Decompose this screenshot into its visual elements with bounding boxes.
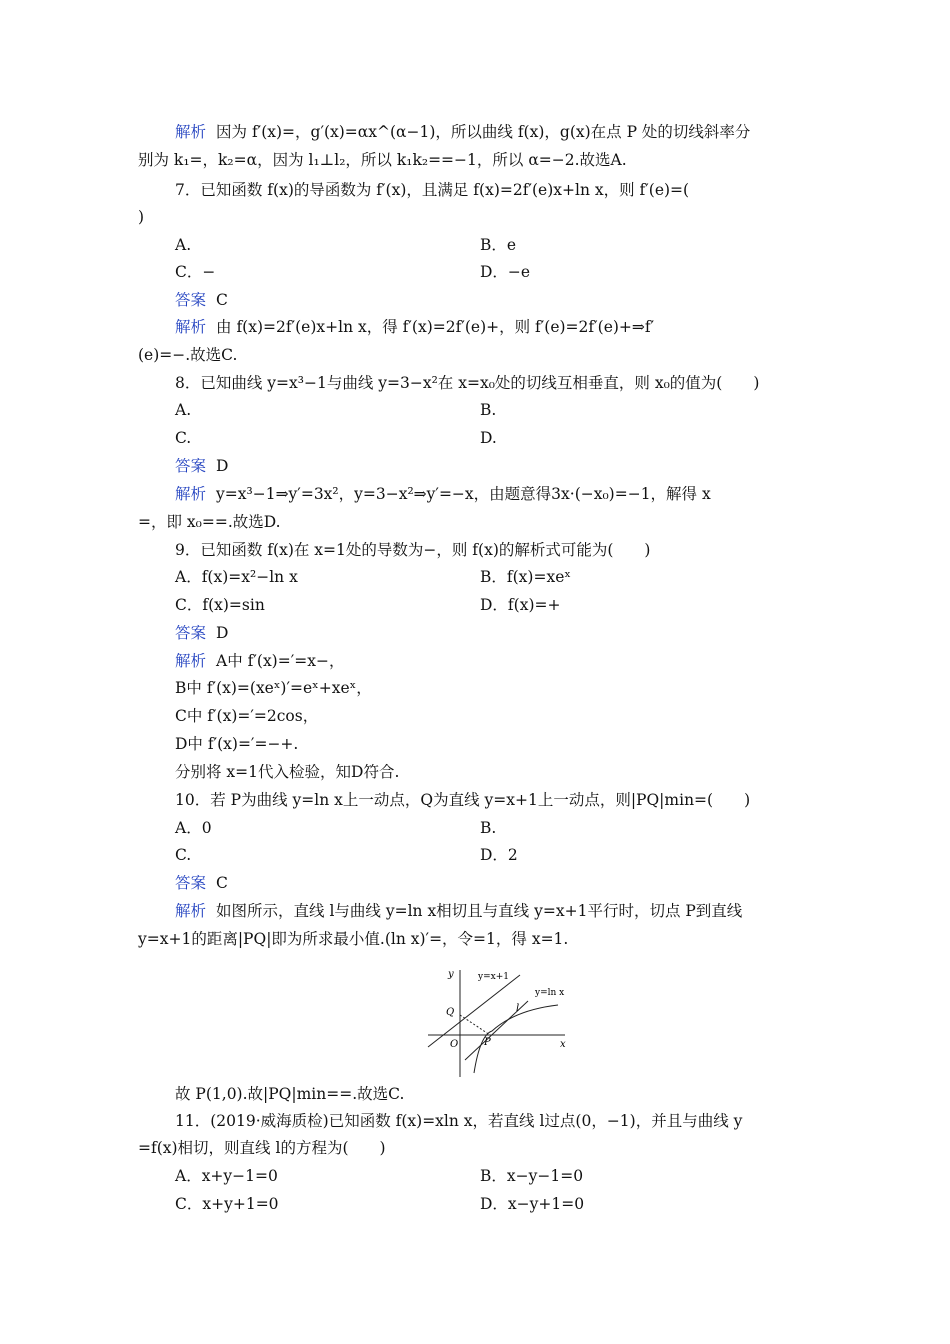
option-row: C．x+y+1=0 D．x−y+1=0 bbox=[175, 1195, 585, 1213]
question-7: 7．已知函数 f(x)的导函数为 f′(x)，且满足 f(x)=2f′(e)x+ln x，则 f′(e)=( bbox=[175, 181, 690, 199]
answer-line: 答案 D bbox=[175, 624, 229, 642]
analysis-label: 解析 bbox=[175, 485, 207, 503]
curve-equation-label: y=ln x bbox=[535, 988, 565, 998]
axis-label-x: x bbox=[560, 1039, 566, 1050]
option-row: C．− D．−e bbox=[175, 263, 531, 281]
graph-figure bbox=[420, 965, 570, 1080]
answer-label: 答案 bbox=[175, 624, 207, 642]
text-line: D中 f′(x)=′=−+. bbox=[175, 735, 299, 753]
answer-label: 答案 bbox=[175, 457, 207, 475]
text-line: ) bbox=[138, 208, 145, 226]
text-line: =，即 x₀==.故选D. bbox=[138, 513, 281, 531]
option-row: A. B．e bbox=[175, 236, 517, 254]
text-line: 故 P(1,0).故|PQ|min==.故选C. bbox=[175, 1085, 405, 1103]
text-line: 解析 如图所示，直线 l与曲线 y=ln x相切且与直线 y=x+1平行时，切点 P到直线 bbox=[175, 902, 743, 920]
answer-line: 答案 C bbox=[175, 874, 228, 892]
answer-label: 答案 bbox=[175, 291, 207, 309]
question-9: 9．已知函数 f(x)在 x=1处的导数为−，则 f(x)的解析式可能为( ) bbox=[175, 541, 651, 559]
text-line: 分别将 x=1代入检验，知D符合. bbox=[175, 763, 400, 781]
text-line: =f(x)相切，则直线 l的方程为( ) bbox=[138, 1139, 386, 1157]
analysis-label: 解析 bbox=[175, 123, 207, 141]
analysis-label: 解析 bbox=[175, 652, 207, 670]
text-line: 解析 A中 f′(x)=′=x−， bbox=[175, 652, 345, 670]
point-q-label: Q bbox=[446, 1007, 455, 1018]
analysis-label: 解析 bbox=[175, 318, 207, 336]
option-row: A．f(x)=x²−ln x B．f(x)=xeˣ bbox=[175, 568, 571, 586]
line-equation-label: y=x+1 bbox=[478, 972, 509, 982]
text-line: 解析 由 f(x)=2f′(e)x+ln x，得 f′(x)=2f′(e)+，则 f′(e)=2f′(e)+⇒f′ bbox=[175, 318, 655, 336]
question-10: 10．若 P为曲线 y=ln x上一动点，Q为直线 y=x+1上一动点，则|PQ|min=( ) bbox=[175, 791, 751, 809]
option-row: C．f(x)=sin D．f(x)=+ bbox=[175, 596, 561, 614]
text-line: (e)=−.故选C. bbox=[138, 346, 238, 364]
text-line: 解析 y=x³−1⇒y′=3x²，y=3−x²⇒y′=−x，由题意得3x·(−x₀)=−1，解得 x bbox=[175, 485, 711, 503]
origin-label: O bbox=[450, 1039, 459, 1050]
text-line: 别为 k₁=，k₂=α，因为 l₁⊥l₂，所以 k₁k₂==−1，所以 α=−2.故选A. bbox=[138, 151, 627, 169]
text-line: B中 f′(x)=(xeˣ)′=eˣ+xeˣ， bbox=[175, 679, 372, 697]
question-8: 8．已知曲线 y=x³−1与曲线 y=3−x²在 x=x₀处的切线互相垂直，则 x₀的值为( ) bbox=[175, 374, 760, 392]
point-p-label: P bbox=[484, 1037, 491, 1048]
question-11: 11．(2019·威海质检)已知函数 f(x)=xln x，若直线 l过点(0，−1)，并且与曲线 y bbox=[175, 1112, 743, 1130]
answer-label: 答案 bbox=[175, 874, 207, 892]
line-y-x-plus-1 bbox=[428, 975, 520, 1047]
option-row: A．x+y−1=0 B．x−y−1=0 bbox=[175, 1167, 584, 1185]
text-line: y=x+1的距离|PQ|即为所求最小值.(ln x)′=，令=1，得 x=1. bbox=[138, 930, 569, 948]
axis-label-y: y bbox=[448, 969, 454, 980]
analysis-label: 解析 bbox=[175, 902, 207, 920]
answer-line: 答案 D bbox=[175, 457, 229, 475]
text-line: 解析 因为 f′(x)=，g′(x)=αx^(α−1)，所以曲线 f(x)，g(x)在点 P 处的切线斜率分 bbox=[175, 123, 751, 141]
option-row: C. D. bbox=[175, 429, 497, 447]
option-row: A．0 B. bbox=[175, 819, 497, 837]
text-line: C中 f′(x)=′=2cos， bbox=[175, 707, 319, 725]
answer-line: 答案 C bbox=[175, 291, 228, 309]
segment-pq bbox=[460, 1015, 490, 1035]
line-l-label: l bbox=[516, 1003, 520, 1014]
option-row: A. B. bbox=[175, 401, 497, 419]
option-row: C. D．2 bbox=[175, 846, 518, 864]
